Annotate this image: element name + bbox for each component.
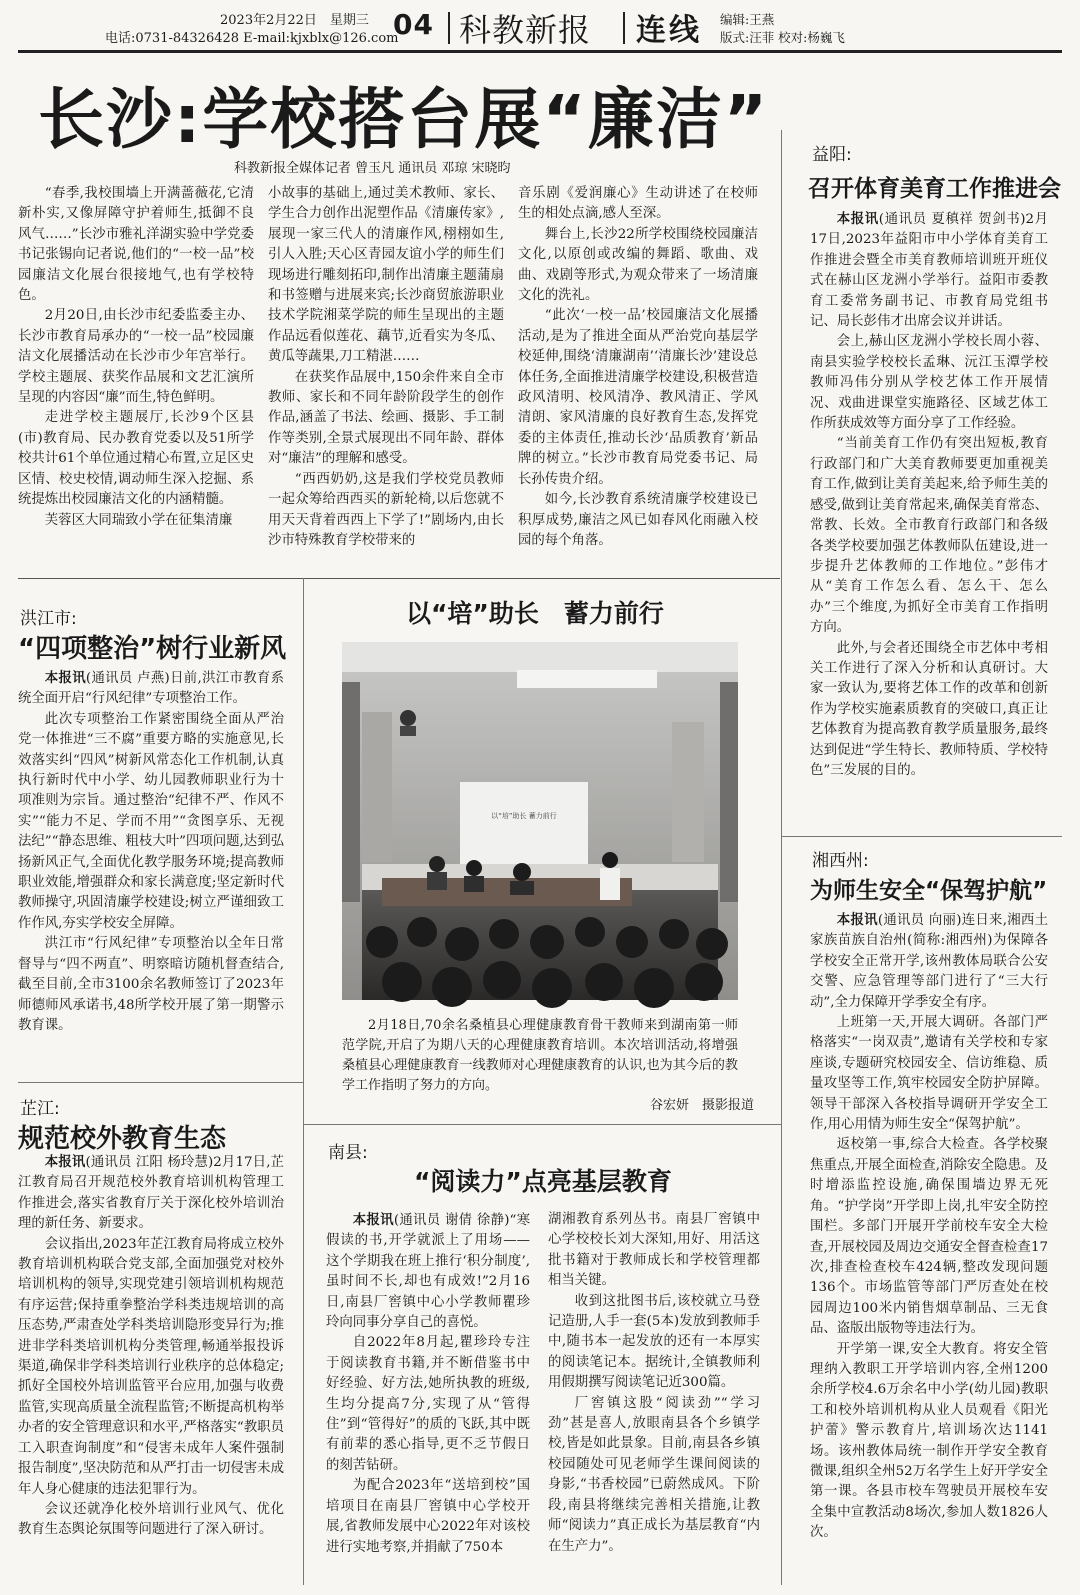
hongjiang-place: 洪江市: xyxy=(20,609,77,629)
section-name: 连线 xyxy=(636,13,702,48)
xiangxi-place: 湘西州: xyxy=(812,851,869,871)
nanxian-place: 南县: xyxy=(328,1143,368,1163)
lead-column-3 xyxy=(518,184,758,576)
photo-story-headline: 以“培”助长 蓄力前行 xyxy=(406,599,664,628)
lead-paragraph: 音乐剧《爱润廉心》生动讲述了在校师生的相处点滴,感人至深。 xyxy=(518,186,758,222)
hongjiang-paragraph: 此次专项整治工作紧密围绕全面从严治党一体推进“三不腐”重要方略的实施意见,长效落实纠“四风”树新风常态化工作机制,认真执行新时代中小学、幼儿园教师职业行为十项准则为宗旨。通过整治“纪律不严、作风不实”“能力不足、学而不用”“贪图享乐、无视法纪”“静态思维、粗枝大叶”四项问题,达到弘扬新风正气,全面优化教学服务环境;提高教师职业效能,增强群众和家长满意度;坚定新时代教师操守,巩固清廉学校建设;树立严谨细致工作作风,夯实学校安全屏障。 xyxy=(18,711,284,931)
yiyang-place: 益阳: xyxy=(812,145,852,165)
yiyang-paragraph: “当前美育工作仍有突出短板,教育行政部门和广大美育教师要更加重视美育工作,做到让美育美起来,给予师生美的感受,做到让美育常起来,确保美育常态、常教、长效。全市教育行政部门和各级各类学校要加强艺体教师队伍建设,进一步提升艺体教师的工作地位。”彭伟才从“美育工作怎么看、怎么干、怎么办”三个维度,为抓好全市美育工作指明方向。 xyxy=(810,436,1048,636)
right-column-rule xyxy=(781,130,782,1585)
xiangxi-lead-label: 本报讯 xyxy=(836,912,878,928)
nanxian-paragraph: 厂窖镇这股“阅读劲”“学习劲”甚是喜人,放眼南县各个乡镇学校,皆是如此景象。目前,南县各乡镇校园随处可见老师学生课间阅读的身影,“书香校园”已蔚然成风。下阶段,南县将继续完善相关措施,让教师“阅读力”真正成长为基层教育“内在生产力”。 xyxy=(548,1395,760,1554)
projection-screen xyxy=(460,782,588,866)
header-layout-credit: 版式:汪菲 校对:杨巍飞 xyxy=(720,30,845,45)
yiyang-lead-text: (通讯员 夏稹祥 贺剑书)2月17日,2023年益阳市中小学体育美育工作推进会暨全市美育教师培训班开班仪式在赫山区龙洲小学举行。益阳市委教育工委常务副书记、市教育局党组书记、局长彭伟才出席会议并讲话。 xyxy=(810,212,1049,330)
header-date: 2023年2月22日 星期三 xyxy=(220,13,369,28)
lead-headline: 长沙:学校搭台展“廉洁” xyxy=(38,81,770,158)
masthead-paper-name: 科教新报 xyxy=(459,11,592,49)
lead-column-2 xyxy=(268,184,504,576)
hongjiang-lead-text: (通讯员 卢燕)日前,洪江市教育系统全面开启“行风纪律”专项整治工作。 xyxy=(18,671,284,707)
lead-paragraph: “西西奶奶,这是我们学校党员教师一起众筹给西西买的新轮椅,以后您就不用天天背着西西上下学了!”剧场内,由长沙市特殊教育学校带来的 xyxy=(268,471,504,548)
lead-paragraph: 小故事的基础上,通过美术教师、家长、学生合力创作出泥塑作品《清廉传家》,展现一家三代人的清廉作风,栩栩如生,引人入胜;天心区青园友谊小学的师生们现场进行雕刻拓印,制作出清廉主题蒲扇和书签赠与进展来宾;长沙商贸旅游职业技术学院湘菜学院的师生呈现出的主题作品远看似莲花、藕节,近看实为冬瓜、黄瓜等蔬果,刀工精湛…… xyxy=(268,186,504,365)
photo-caption xyxy=(342,1016,738,1093)
yiyang-paragraph: 此外,与会者还围绕全市艺体中考相关工作进行了深入分析和认真研讨。大家一致认为,要将艺体工作的改革和创新作为学校实施素质教育的突破口,真正让艺体教育为提高教育教学质量服务,最终达到促进“学生特长、教师特质、学校特色”三发展的目的。 xyxy=(810,640,1048,778)
photo-story-bottom-rule xyxy=(303,1124,781,1125)
lead-bottom-rule xyxy=(18,578,780,579)
photo-credit: 谷宏妍 摄影报道 xyxy=(650,1098,755,1113)
xiangxi-body xyxy=(810,910,1048,1588)
yiyang-bottom-rule xyxy=(782,836,1062,837)
zhijiang-headline: 规范校外教育生态 xyxy=(18,1124,227,1154)
xiangxi-lead-text: (通讯员 向丽)连日来,湘西土家族苗族自治州(简称:湘西州)为保障各学校安全正常开学,该州教体局联合公安交警、应急管理等部门进行了“三大行动”,全力保障开学季安全有序。 xyxy=(810,913,1048,1010)
header-contact: 电话:0731-84326428 E-mail:kjxblx@126.com xyxy=(105,31,399,46)
lead-paragraph: 芙蓉区大同瑞致小学在征集清廉 xyxy=(44,512,233,528)
lead-column-1 xyxy=(18,184,254,576)
yiyang-body xyxy=(810,209,1048,831)
xiangxi-paragraph: 返校第一事,综合大检查。各学校聚焦重点,开展全面检查,消除安全隐患。及时增添监控设施,确保围墙边界无死角。“护学岗”开学即上岗,扎牢安全防控围栏。多部门开展开学前校车安全大检查,开展校园及周边交通安全督查检查17次,排查检查校车424辆,整改发现问题136个。市场监管等部门严厉查处在校园周边100米内销售烟草制品、三无食品、盗版出版物等违法行为。 xyxy=(810,1137,1048,1337)
nanxian-column-2 xyxy=(548,1210,760,1588)
nanxian-lead-text: (通讯员 谢倩 徐静)“寒假读的书,开学就派上了用场——这个学期我在班上推行‘积分制度’,虽时间不长,却也有成效!”2月16日,南县厂窖镇中心小学教师瞿珍玲向同事分享自己的喜悦。 xyxy=(326,1213,531,1331)
zhijiang-lead-text: (通讯员 江阳 杨玲慧)2月17日,芷江教育局召开规范校外教育培训机构管理工作推进会,落实省教育厅关于深化校外培训治理的新任务、新要求。 xyxy=(18,1155,284,1232)
nanxian-headline: “阅读力”点亮基层教育 xyxy=(414,1167,672,1196)
hongjiang-bottom-rule xyxy=(18,1082,303,1083)
zhijiang-paragraph: 会议指出,2023年芷江教育局将成立校外教育培训机构联合党支部,全面加强党对校外培训机构的领导,实现党建引领培训机构规范有序运营;保持重拳整治学科类违规培训的高压态势,严肃查处学科类培训隐形变异行为;推进非学科类培训机构分类管理,畅通举报投诉渠道,确保非学科类培训行业秩序的总体稳定;抓好全国校外培训监管平台应用,加强与收费监管,实现高质量全流程监管;不断提高机构举办者的安全管理意识和水平,严格落实“教职员工入职查询制度”和“侵害未成年人案件强制报告制度”,坚决防范和从严打击一切侵害未成年人身心健康的违法犯罪行为。 xyxy=(18,1236,284,1497)
xiangxi-headline: 为师生安全“保驾护航” xyxy=(810,878,1048,904)
header-rule xyxy=(18,50,1062,53)
nanxian-lead-label: 本报讯 xyxy=(352,1212,394,1228)
yiyang-lead-label: 本报讯 xyxy=(836,211,879,227)
lead-paragraph: 走进学校主题展厅,长沙9个区县(市)教育局、民办教育党委以及51所学校共计61个单位通过精心布置,立足区史区情、校史校情,调动师生深入挖掘、系统提炼出校园廉洁文化的内涵精髓。 xyxy=(18,410,254,508)
zhijiang-paragraph: 会议还就净化校外培训行业风气、优化教育生态舆论氛围等问题进行了深入研讨。 xyxy=(18,1501,284,1538)
hongjiang-body xyxy=(18,668,284,1070)
lead-paragraph: 舞台上,长沙22所学校围绕校园廉洁文化,以原创或改编的舞蹈、歌曲、戏曲、戏剧等形式,为观众带来了一场清廉文化的洗礼。 xyxy=(518,226,758,304)
photo-caption-text: 2月18日,70余名桑植县心理健康教育骨干教师来到湖南第一师范学院,开启了为期八天的心理健康教育培训。本次培训活动,将增强桑植县心理健康教育一线教师对心理健康教育的认识,也为其今后的教学工作指明了努力的方向。 xyxy=(342,1018,738,1093)
zhijiang-body xyxy=(18,1152,284,1588)
lead-paragraph: “此次‘一校一品’校园廉洁文化展播活动,是为了推进全面从严治党向基层学校延伸,围绕‘清廉湖南’‘清廉长沙’建设总体任务,全面推进清廉学校建设,积极营造政风清明、校风清净、教风清正、学风清朗、家风清廉的良好教育生态,发挥党委的主体责任,推动长沙‘品质教育’新品牌的树立。”长沙市教育局党委书记、局长孙传贵介绍。 xyxy=(518,308,758,487)
lead-byline: 科教新报全媒体记者 曾玉凡 通讯员 邓琼 宋晓昀 xyxy=(234,161,511,176)
screen-title: 以“培”助长 蓄力前行 xyxy=(491,812,557,820)
training-photo-illustration xyxy=(342,642,738,1000)
header-divider xyxy=(448,12,450,44)
lead-paragraph: 如今,长沙教育系统清廉学校建设已积厚成势,廉洁之风已如春风化雨融入校园的每个角落。 xyxy=(518,492,758,548)
zhijiang-place: 芷江: xyxy=(20,1099,60,1119)
nanxian-paragraph: 自2022年8月起,瞿珍玲专注于阅读教育书籍,并不断借鉴书中好经验、好方法,她所执教的班级,生均分提高7分,实现了从“管得住”到“管得好”的质的飞跃,其中既有前辈的悉心指导,更不乏节假日的刻苦钻研。 xyxy=(326,1335,530,1473)
nanxian-paragraph: 收到这批图书后,该校就立马登记造册,人手一套(5本)发放到教师手中,随书本一起发放的还有一本厚实的阅读笔记本。据统计,全镇教师利用假期撰写阅读笔记近300篇。 xyxy=(548,1293,760,1391)
training-photo xyxy=(342,642,738,1000)
hongjiang-paragraph: 洪江市“行风纪律”专项整治以全年日常督导与“四不两直”、明察暗访随机督查结合,截至目前,全市3100余名教师签订了2023年师德师风承诺书,48所学校开展了第一期警示教育课。 xyxy=(18,936,284,1033)
hongjiang-headline: “四项整治”树行业新风 xyxy=(18,634,287,664)
yiyang-paragraph: 会上,赫山区龙洲小学校长周小蓉、南县实验学校校长孟琳、沅江玉潭学校教师冯伟分别从学校艺体工作开展情况、戏曲进课堂实施路径、区域艺体工作所获成效等方面分享了工作经验。 xyxy=(810,334,1048,432)
nanxian-column-1 xyxy=(326,1210,530,1588)
xiangxi-paragraph: 上班第一天,开展大调研。各部门严格落实“一岗双责”,邀请有关学校和专家座谈,专题研究校园安全、信访维稳、质量攻坚等工作,筑牢校园安全防护屏障。领导干部深入各校指导调研开学安全工作,用心用情为师生安全“保驾护航”。 xyxy=(810,1015,1048,1133)
page-number: 04 xyxy=(393,8,434,41)
lead-paragraph: 2月20日,由长沙市纪委监委主办、长沙市教育局承办的“一校一品”校园廉洁文化展播活动在长沙市少年宫举行。学校主题展、获奖作品展和文艺汇演所呈现的内容因“廉”而生,特色鲜明。 xyxy=(18,308,254,406)
lead-paragraph: “春季,我校围墙上开满蔷薇花,它清新朴实,又像屏障守护着师生,抵御不良风气……”长沙市雅礼洋湖实验中学党委书记张锡向记者说,他们的“一校一品”校园廉洁文化展台很接地气,也有学校特色。 xyxy=(18,186,254,304)
left-column-rule xyxy=(303,578,304,1585)
lead-paragraph: 在获奖作品展中,150余件来自全市教师、家长和不同年龄阶段学生的创作作品,涵盖了书法、绘画、摄影、手工制作等类别,全景式展现出不同年龄、群体对“廉洁”的理解和感受。 xyxy=(268,369,504,467)
hongjiang-lead-label: 本报讯 xyxy=(44,670,86,686)
header-divider-2 xyxy=(623,12,625,44)
header-editor: 编辑:王燕 xyxy=(720,12,775,27)
zhijiang-lead-label: 本报讯 xyxy=(44,1154,86,1170)
nanxian-paragraph: 湖湘教育系列丛书。南县厂窖镇中心学校校长刘大深知,用好、用活这批书籍对于教师成长和学校管理都相当关键。 xyxy=(548,1212,760,1289)
nanxian-paragraph: 为配合2023年“送培到校”国培项目在南县厂窖镇中心学校开展,省教师发展中心2022年对该校进行实地考察,并捐献了750本 xyxy=(326,1478,530,1555)
xiangxi-paragraph: 开学第一课,安全大教育。将安全管理纳入教职工开学培训内容,全州1200余所学校4.6万余名中小学(幼儿园)教职工和校外培训机构从业人员观看《阳光护蕾》警示教育片,培训场次达1141场。该州教体局统一制作开学安全教育微课,组织全州52万名学生上好开学安全第一课。各县市校车驾驶员开展校车安全集中宣教活动8场次,参加人数1826人次。 xyxy=(810,1341,1048,1541)
yiyang-headline: 召开体育美育工作推进会 xyxy=(808,176,1061,202)
